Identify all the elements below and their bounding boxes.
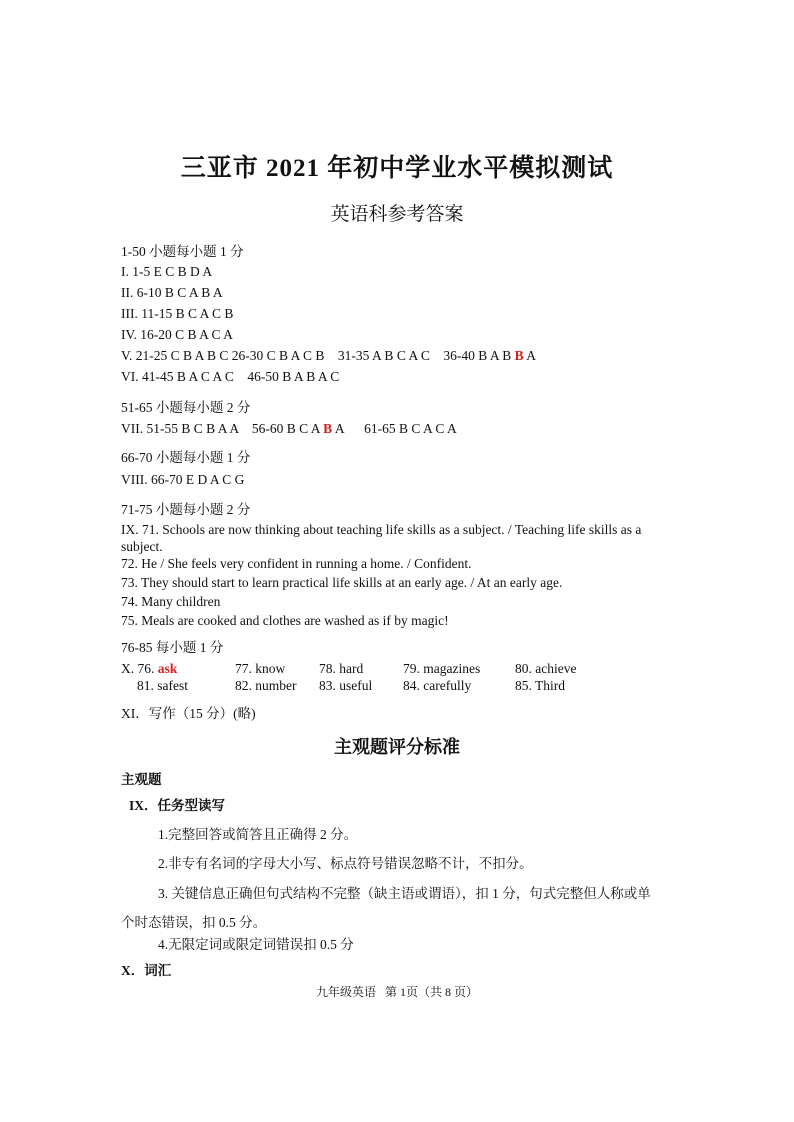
- answer-text: A: [523, 348, 537, 363]
- answer-line-6: VI. 41-45 B A C A C 46-50 B A B A C: [121, 369, 340, 384]
- vocab-answer-85: 85. Third: [515, 678, 565, 693]
- section-label-71-75: 71-75 小题每小题 2 分: [121, 502, 251, 517]
- criteria-heading: 主观题评分标准: [334, 737, 460, 757]
- vocab-answer-84: 84. carefully: [403, 678, 472, 693]
- page-subtitle: 英语科参考答案: [330, 204, 464, 225]
- vocab-answer-81: 81. safest: [137, 678, 188, 693]
- answer-line-1: I. 1-5 E C B D A: [121, 264, 213, 279]
- highlighted-answer: B: [323, 421, 333, 436]
- answer-text: V. 21-25 C B A B C 26-30 C B A C B 31-35 A B C A C 36-40 B A B: [121, 348, 515, 363]
- criteria-rule-1: 1.完整回答或简答且正确得 2 分。: [158, 827, 358, 842]
- answer-ix-71-cont: subject.: [121, 539, 163, 554]
- section-label-66-70: 66-70 小题每小题 1 分: [121, 450, 251, 465]
- vocab-answer-79: 79. magazines: [403, 661, 481, 676]
- criteria-ix-title: IX．任务型读写: [129, 798, 226, 813]
- answer-line-4: IV. 16-20 C B A C A: [121, 327, 233, 342]
- answer-line-8: VIII. 66-70 E D A C G: [121, 472, 245, 487]
- vocab-answer-83: 83. useful: [319, 678, 373, 693]
- answer-line-2: II. 6-10 B C A B A: [121, 285, 223, 300]
- criteria-rule-4: 4.无限定词或限定词错误扣 0.5 分: [158, 937, 354, 952]
- vocab-prefix: X. 76.: [121, 661, 158, 676]
- vocab-answer-82: 82. number: [235, 678, 297, 693]
- highlighted-answer: B: [514, 348, 524, 363]
- criteria-rule-3: 3. 关键信息正确但句式结构不完整（缺主语或谓语），扣 1 分，句式完整但人称或单: [158, 886, 651, 901]
- answer-text: VII. 51-55 B C B A A 56-60 B C A: [121, 421, 324, 436]
- answer-line-5: [121, 348, 536, 364]
- page-footer: 九年级英语 第 1页（共 8 页）: [315, 985, 478, 999]
- vocab-answer-76: [121, 661, 177, 677]
- answer-ix-74: 74. Many children: [121, 594, 221, 609]
- criteria-rule-3-cont: 个时态错误，扣 0.5 分。: [121, 915, 267, 930]
- writing-line: XI．写作（15 分）(略): [121, 706, 256, 721]
- criteria-x-title: X．词汇: [121, 963, 172, 978]
- answer-line-7: [121, 421, 457, 437]
- answer-ix-72: 72. He / She feels very confident in running a home. / Confident.: [121, 556, 472, 571]
- answer-text: A 61-65 B C A C A: [332, 421, 457, 436]
- criteria-label: 主观题: [121, 772, 162, 787]
- vocab-answer-77: 77. know: [235, 661, 286, 676]
- vocab-answer-80: 80. achieve: [515, 661, 577, 676]
- highlighted-answer: ask: [157, 661, 178, 676]
- page-title: 三亚市 2021 年初中学业水平模拟测试: [180, 155, 614, 182]
- answer-ix-73: 73. They should start to learn practical life skills at an early age. / At an early age.: [121, 575, 563, 590]
- criteria-rule-2: 2.非专有名词的字母大小写、标点符号错误忽略不计，不扣分。: [158, 856, 533, 871]
- section-label-1-50: 1-50 小题每小题 1 分: [121, 244, 244, 259]
- section-label-76-85: 76-85 每小题 1 分: [121, 640, 224, 655]
- answer-ix-71: IX. 71. Schools are now thinking about teaching life skills as a subject. / Teaching life skills as a: [121, 522, 642, 537]
- answer-line-3: III. 11-15 B C A C B: [121, 306, 234, 321]
- vocab-answer-78: 78. hard: [319, 661, 364, 676]
- section-label-51-65: 51-65 小题每小题 2 分: [121, 400, 251, 415]
- answer-ix-75: 75. Meals are cooked and clothes are washed as if by magic!: [121, 613, 449, 628]
